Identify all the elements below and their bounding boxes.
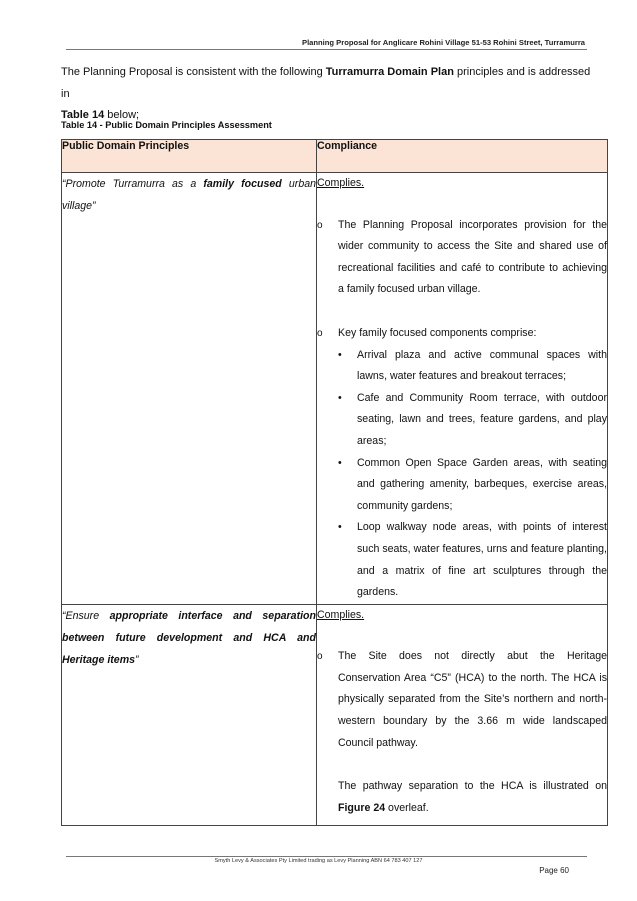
list-item: • Loop walkway node areas, with points of interest such seats, water features, urns and feature planting, and a matrix of fine art sculptures through the gardens.	[338, 517, 607, 603]
principle-text: ”	[135, 653, 139, 666]
intro-text-1: The Planning Proposal is consistent with the following	[61, 66, 326, 78]
circle-bullet-icon: o	[317, 219, 323, 231]
principle-emphasis: family focused	[203, 178, 282, 190]
principle-cell	[62, 173, 317, 605]
principle-emphasis: appropriate interface and separation between future development and HCA and Heritage items	[62, 609, 316, 666]
circle-bullet-icon: o	[317, 327, 323, 339]
principle-text: “Promote Turramurra as a	[62, 178, 204, 190]
compliance-item-text: The pathway separation to the HCA is illustrated on	[338, 780, 607, 793]
page-number: Page 60	[539, 866, 569, 875]
footer-company: Smyth Levy & Associates Pty Limited trading as Levy Planning ABN 64 783 407 127	[214, 858, 423, 864]
principle-text: urban village”	[62, 178, 316, 212]
intro-text-3: below;	[104, 109, 140, 121]
compliance-cell	[317, 604, 608, 826]
circle-bullet-icon: o	[317, 651, 323, 663]
header-compliance: Compliance	[317, 140, 608, 173]
header-principles: Public Domain Principles	[62, 140, 317, 173]
figure-reference: Figure 24	[338, 801, 386, 814]
principle-cell	[62, 604, 317, 826]
table-caption: Table 14 - Public Domain Principles Assessment	[61, 120, 272, 130]
intro-table-ref: Table 14	[61, 109, 105, 121]
table-row	[62, 173, 608, 605]
intro-paragraph	[61, 62, 591, 127]
compliance-item	[317, 323, 607, 345]
table-header-row	[62, 140, 608, 173]
assessment-table	[61, 139, 608, 826]
complies-label: Complies.	[317, 177, 365, 189]
component-list	[317, 345, 607, 604]
compliance-cell	[317, 173, 608, 605]
running-header: Planning Proposal for Anglicare Rohini Village 51-53 Rohini Street, Turramurra	[302, 38, 585, 47]
compliance-item	[317, 776, 607, 825]
complies-label: Complies.	[317, 608, 365, 621]
compliance-item-text: The Site does not directly abut the Heritage Conservation Area “C5” (HCA) to the north. The HCA is physically separated from the Site’s northern and north-western boundary by the 3.66 m wide landscaped Council pathway.	[338, 650, 607, 749]
footer-rule	[66, 856, 587, 857]
compliance-item-text: The Planning Proposal incorporates provision for the wider community to access the Site and shared use of recreational facilities and café to contribute to achieving a family focused urban village.	[338, 218, 607, 296]
compliance-item	[317, 215, 607, 301]
header-rule	[66, 49, 587, 50]
list-item: • Common Open Space Garden areas, with seating and gathering amenity, barbeques, exercise areas, community gardens;	[338, 453, 607, 518]
principle-text: “Ensure	[62, 609, 110, 622]
list-item: • Arrival plaza and active communal spaces with lawns, water features and breakout terraces;	[338, 345, 607, 388]
intro-domain-plan: Turramurra Domain Plan	[325, 66, 454, 78]
table-row	[62, 604, 608, 826]
compliance-item-text: Key family focused components comprise:	[338, 326, 537, 339]
list-item: • Cafe and Community Room terrace, with outdoor seating, lawn and trees, feature gardens, and play areas;	[338, 388, 607, 453]
intro-text-2: principles and is addressed in	[61, 66, 591, 100]
compliance-item	[317, 646, 607, 754]
compliance-item-text: overleaf.	[385, 801, 429, 814]
